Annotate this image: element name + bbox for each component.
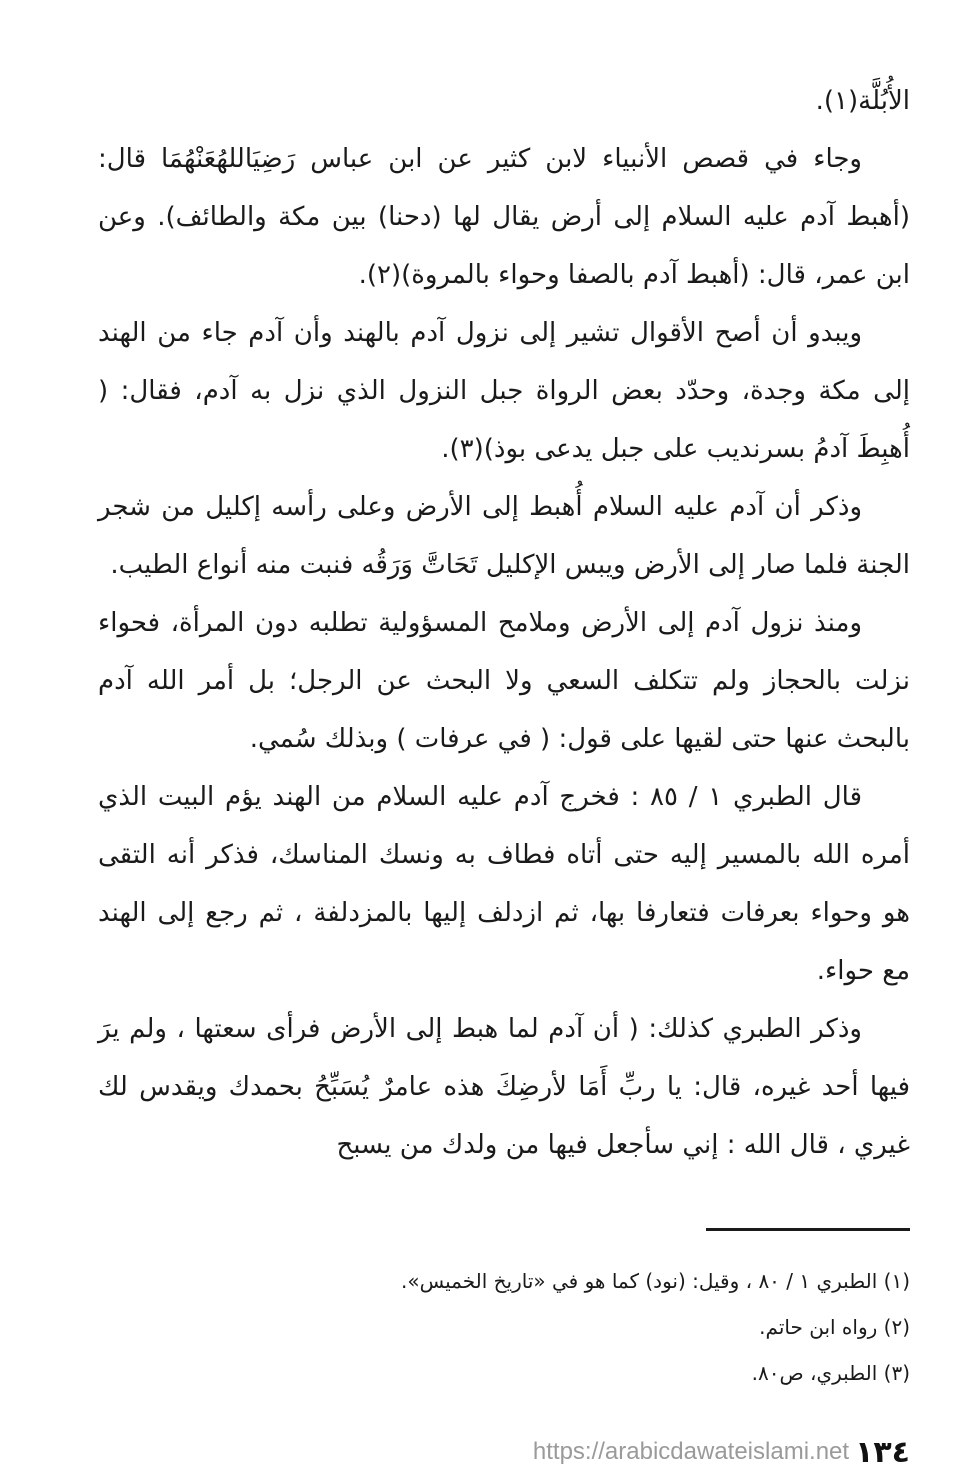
main-text	[98, 72, 910, 1174]
paragraph-2: وجاء في قصص الأنبياء لابن كثير عن ابن عباس رَضِيَاللهُعَنْهُمَا قال: (أهبط آدم عليه السلام إلى أرض يقال لها (دحنا) بين مكة والطائف). وعن ابن عمر، قال: (أهبط آدم بالصفا وحواء بالمروة)(٢).	[98, 144, 910, 290]
footnote-2: (٢) رواه ابن حاتم.	[759, 1315, 910, 1339]
footnote-separator	[706, 1228, 910, 1231]
website-url[interactable]: https://arabicdawateislami.net	[532, 1438, 850, 1465]
paragraph-6: قال الطبري ١ / ٨٥ : فخرج آدم عليه السلام من الهند يؤم البيت الذي أمره الله بالمسير إليه حتى أتاه فطاف به ونسك المناسك، فذكر أنه التقى هو وحواء بعرفات فتعارفا بها، ثم ازدلف إليها بالمزدلفة ، ثم رجع إلى الهند مع حواء.	[98, 782, 910, 986]
paragraph-1: الأُبُلَّة(١).	[815, 86, 910, 116]
footnotes	[98, 1258, 910, 1396]
page-footer	[440, 1432, 910, 1472]
footnote-3: (٣) الطبري، ص٨٠.	[751, 1361, 910, 1385]
paragraph-5: ومنذ نزول آدم إلى الأرض وملامح المسؤولية تطلبه دون المرأة، فحواء نزلت بالحجاز ولم تتكلف السعي ولا البحث عن الرجل؛ بل أمر الله آدم بالبحث عنها حتى لقيها على قول: ( في عرفات ) وبذلك سُمي.	[98, 608, 910, 754]
paragraph-4: وذكر أن آدم عليه السلام أُهبط إلى الأرض وعلى رأسه إكليل من شجر الجنة فلما صار إلى الأرض ويبس الإكليل تَحَاتَّ وَرَقُه فنبت منه أنواع الطيب.	[98, 492, 910, 580]
page-number: ١٣٤	[855, 1434, 910, 1470]
footnote-1: (١) الطبري ١ / ٨٠ ، وقيل: (نود) كما هو في «تاريخ الخميس».	[401, 1269, 910, 1293]
paragraph-3: ويبدو أن أصح الأقوال تشير إلى نزول آدم بالهند وأن آدم جاء من الهند إلى مكة وجدة، وحدّد بعض الرواة جبل النزول الذي نزل به آدم، فقال: ( أُهبِطَ آدمُ بسرنديب على جبل يدعى بوذ)(٣).	[98, 318, 910, 464]
paragraph-7: وذكر الطبري كذلك: ( أن آدم لما هبط إلى الأرض فرأى سعتها ، ولم يرَ فيها أحد غيره، قال: يا ربِّ أَمَا لأرضِكَ هذه عامرٌ يُسَبِّحُ بحمدك ويقدس لك غيري ، قال الله : إني سأجعل فيها من ولدك من يسبح	[98, 1014, 910, 1160]
